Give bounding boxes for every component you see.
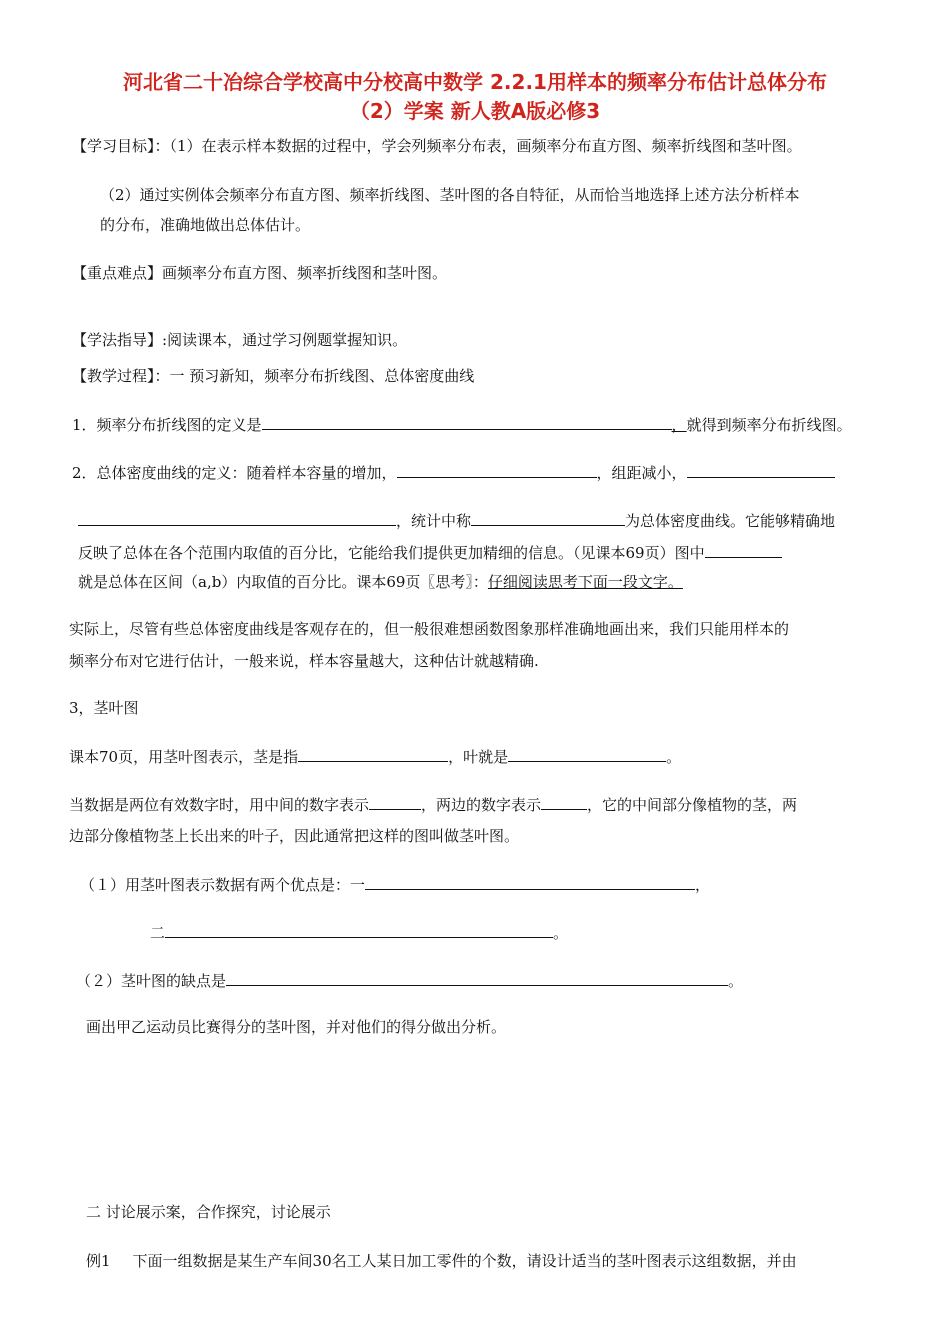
stem-line1 [69, 745, 681, 768]
q1-blank[interactable] [262, 413, 672, 430]
q2-think-link: 仔细阅读思考下面一段文字。 [487, 573, 683, 591]
process-text: ：一 预习新知，频率分布折线图、总体密度曲线 [154, 367, 475, 385]
question-1 [72, 413, 852, 436]
stem-blank-2[interactable] [508, 745, 666, 762]
doc-title-line1: 河北省二十冶综合学校高中分校高中数学 2.2.1用样本的频率分布估计总体分布 [123, 70, 827, 94]
q2-prefix: 2．总体密度曲线的定义：随着样本容量的增加， [72, 464, 397, 482]
q2-l3: 反映了总体在各个范围内取值的百分比，它能给我们提供更加精细的信息。（见课本69页）图中 [78, 544, 705, 562]
doc-title-line2: （2）学案 新人教A版必修3 [349, 99, 601, 123]
stem-adv2-pre: 二 [150, 924, 166, 942]
stem-adv-blank-1[interactable] [365, 873, 695, 890]
question-2-line3 [78, 541, 782, 564]
method-text: :阅读课本，通过学习例题掌握知识。 [162, 331, 408, 349]
question-2-line2 [78, 509, 835, 532]
stem-line2 [69, 793, 797, 816]
section2-heading: 二 讨论展示案，合作探究，讨论展示 [86, 1203, 331, 1221]
stem-line3: 边部分像植物茎上长出来的叶子，因此通常把这样的图叫做茎叶图。 [69, 827, 520, 845]
objective-2b: 的分布，准确地做出总体估计。 [100, 216, 311, 234]
stem-disadvantage [76, 969, 743, 992]
q2-blank-1[interactable] [397, 461, 597, 478]
q1-prefix: 1．频率分布折线图的定义是 [72, 416, 262, 434]
q2-blank-2[interactable] [687, 461, 835, 478]
q1-suffix: 就得到频率分布折线图。 [686, 416, 852, 434]
stem-blank-3[interactable] [369, 793, 421, 810]
objectives [72, 135, 802, 157]
stem-dis-pre: （２）茎叶图的缺点是 [76, 972, 227, 990]
q2-blank-4[interactable] [471, 509, 625, 526]
key-points [72, 262, 447, 284]
paragraph-line2: 频率分布对它进行估计，一般来说，样本容量越大，这种估计就越精确. [69, 652, 539, 670]
q1-comma: ， [671, 416, 687, 434]
stem-adv-end: ， [695, 876, 711, 894]
stem-l1-pre: 课本70页，用茎叶图表示，茎是指 [69, 748, 299, 766]
q2-blank-3[interactable] [78, 509, 396, 526]
stem-l2-mid: ，两边的数字表示 [421, 796, 542, 814]
process [72, 365, 474, 387]
stem-l2-pre: 当数据是两位有效数字时，用中间的数字表示 [69, 796, 370, 814]
example-label: 例1 [86, 1252, 111, 1270]
objectives-label: 【学习目标】： [72, 137, 170, 155]
method [72, 329, 407, 351]
objective-2a: （2）通过实例体会频率分布直方图、频率折线图、茎叶图的各自特征，从而恰当地选择上述方法分析样本 [100, 186, 800, 204]
stem-adv-pre: （１）用茎叶图表示数据有两个优点是：一 [80, 876, 366, 894]
stem-dis-end: 。 [728, 972, 744, 990]
stem-dis-blank[interactable] [226, 969, 728, 986]
objective-1: （1）在表示样本数据的过程中，学会列频率分布表，画频率分布直方图、频率折线图和茎叶图。 [169, 137, 802, 155]
stem-l1-mid: ，叶就是 [448, 748, 509, 766]
stem-l1-end: 。 [666, 748, 682, 766]
question-2-line4 [78, 571, 683, 593]
q2-blank-5[interactable] [705, 541, 782, 558]
example-text: 下面一组数据是某生产车间30名工人某日加工零件的个数，请设计适当的茎叶图表示这组数据，并由 [132, 1252, 797, 1270]
stem-heading: 3，茎叶图 [69, 699, 139, 717]
example-1 [86, 1250, 797, 1272]
stem-advantages-2 [150, 921, 568, 944]
key-points-text: 画频率分布直方图、频率折线图和茎叶图。 [162, 264, 448, 282]
stem-blank-1[interactable] [298, 745, 448, 762]
stem-advantages [80, 873, 710, 896]
question-2-line1 [72, 461, 835, 484]
key-points-label: 【重点难点】 [72, 264, 163, 282]
method-label: 【学法指导】 [72, 331, 163, 349]
paragraph-line1: 实际上，尽管有些总体密度曲线是客观存在的，但一般很难想函数图象那样准确地画出来，我们只能用样本的 [69, 620, 790, 638]
q2-l2-post: 为总体密度曲线。它能够精确地 [625, 512, 836, 530]
stem-task: 画出甲乙运动员比赛得分的茎叶图，并对他们的得分做出分析。 [86, 1018, 507, 1036]
q2-l2-mid: ，统计中称 [396, 512, 472, 530]
process-label: 【教学过程】 [72, 367, 155, 385]
stem-l2-post: ，它的中间部分像植物的茎，两 [587, 796, 798, 814]
q2-l4-pre: 就是总体在区间（a,b）内取值的百分比。课本69页〖思考〗： [78, 573, 488, 591]
q2-mid: ，组距减小， [596, 464, 687, 482]
stem-blank-4[interactable] [541, 793, 587, 810]
stem-adv-blank-2[interactable] [165, 921, 553, 938]
stem-adv2-end: 。 [553, 924, 569, 942]
